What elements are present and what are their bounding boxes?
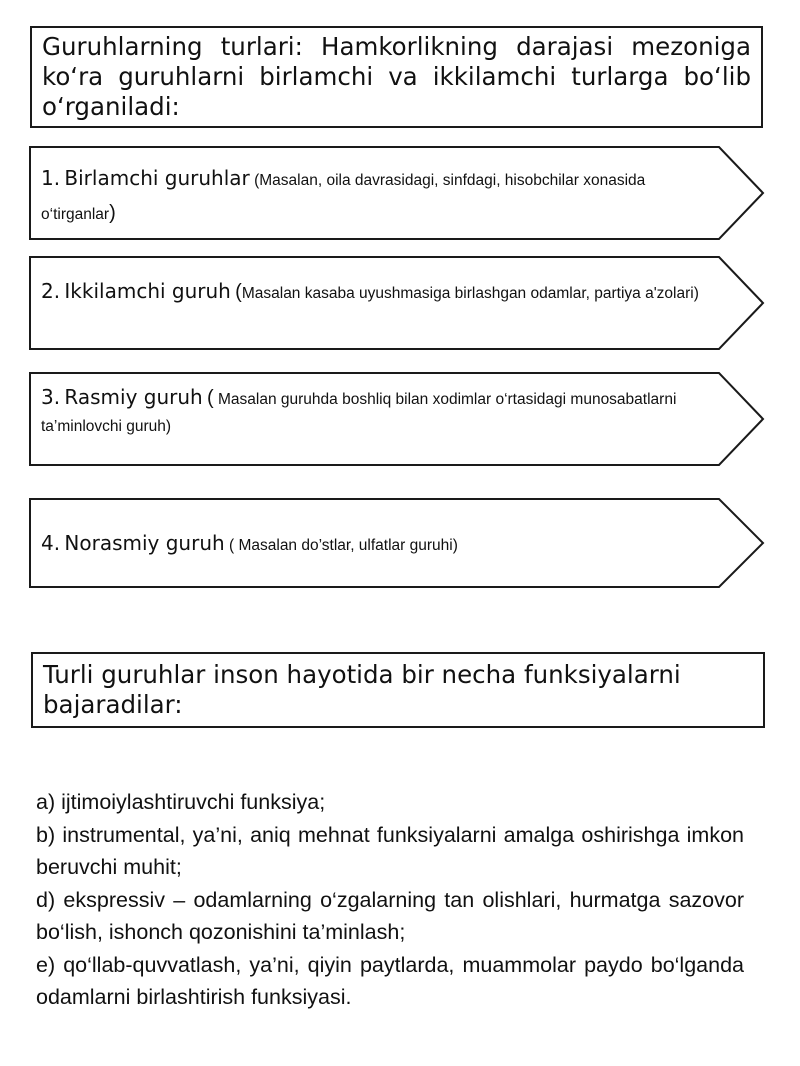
list-item <box>36 819 744 884</box>
list-item <box>36 884 744 949</box>
group-note: (Masalan, oila davrasidagi, sinfdagi, hisobchilar xonasida o‘tirganlar <box>41 172 646 223</box>
list-marker: d) <box>36 887 56 912</box>
list-text: qo‘llab-quvvatlash, ya’ni, qiyin paytlarda, muammolar paydo bo‘lganda odamlarni birlashtirish funksiyasi. <box>36 952 744 1009</box>
group-note: Masalan kasaba uyushmasiga birlashgan odamlar, partiya a'zolari) <box>241 285 699 302</box>
group-title: Ikkilamchi guruh <box>64 279 231 303</box>
list-item <box>36 786 744 819</box>
group-arrow-informal <box>29 498 765 588</box>
list-text: ekspressiv – odamlarning o‘zgalarning tan olishlari, hurmatga sazovor bo‘lish, ishonch qozonishini ta’minlash; <box>36 887 744 944</box>
list-text: ijtimoiylashtiruvchi funksiya; <box>61 790 326 814</box>
intro-box <box>30 26 763 128</box>
group-note: ( Masalan do’stlar, ulfatlar guruhi) <box>229 537 458 554</box>
group-open-paren: ( <box>235 281 242 303</box>
group-number: 2. <box>41 279 61 303</box>
group-title: Norasmiy guruh <box>64 531 225 555</box>
functions-heading-box <box>31 652 765 728</box>
functions-heading: Turli guruhlar inson hayotida bir necha funksiyalarni bajaradilar: <box>43 660 681 719</box>
list-marker: a) <box>36 790 56 814</box>
intro-text: Guruhlarning turlari: Hamkorlikning darajasi mezoniga ko‘ra guruhlarni birlamchi va ikkilamchi turlarga bo‘lib o‘rganiladi: <box>42 32 751 121</box>
group-title: Rasmiy guruh <box>64 385 203 409</box>
group-text <box>41 530 705 559</box>
group-title: Birlamchi guruhlar <box>64 166 250 190</box>
group-open-paren: ( <box>207 387 214 409</box>
functions-list <box>36 786 744 1014</box>
group-number: 3. <box>41 385 61 409</box>
list-item <box>36 949 744 1014</box>
list-marker: e) <box>36 952 56 977</box>
group-close-paren: ) <box>109 202 116 224</box>
group-number: 4. <box>41 531 61 555</box>
group-text <box>41 277 705 308</box>
group-number: 1. <box>41 166 61 190</box>
group-text <box>41 384 705 440</box>
group-arrow-formal <box>29 372 765 466</box>
group-arrow-primary <box>29 146 765 240</box>
group-note: Masalan guruhda boshliq bilan xodimlar o‘rtasidagi munosabatlarni ta’minlovchi guruh) <box>41 391 677 435</box>
list-marker: b) <box>36 822 56 847</box>
list-text: instrumental, ya’ni, aniq mehnat funksiyalarni amalga oshirishga imkon beruvchi muhit; <box>36 822 744 879</box>
group-arrow-secondary <box>29 256 765 350</box>
group-text <box>41 162 705 231</box>
